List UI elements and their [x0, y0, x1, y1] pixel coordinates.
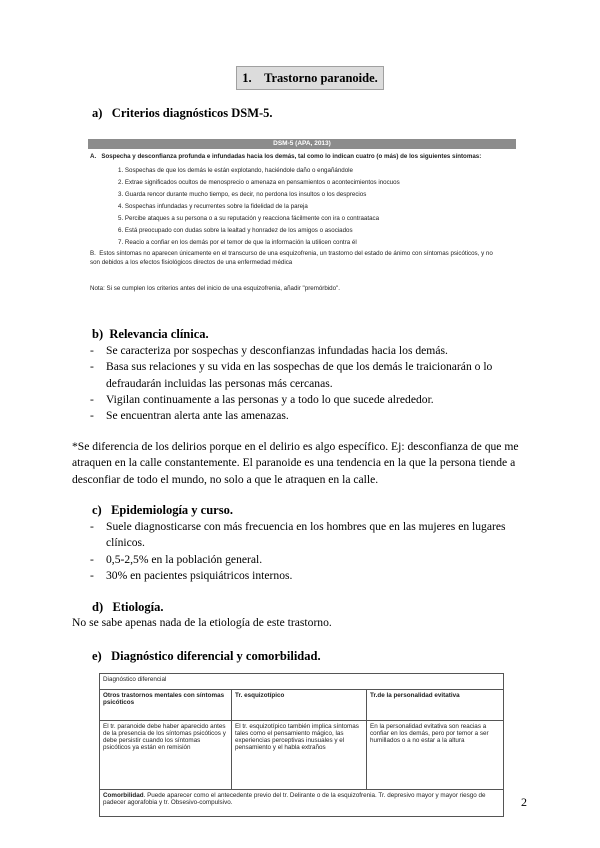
list-item: - Suele diagnosticarse con más frecuencia en los hombres que en las mujeres en lugares clínicos. [88, 519, 524, 552]
criterion-item: 1. Sospechas de que los demás le están explotando, haciéndole daño o engañándole [118, 167, 353, 174]
differential-table [99, 673, 504, 817]
list-item: - Vigilan continuamente a las personas y a todo lo que sucede alrededor. [88, 392, 524, 408]
dsm5-box-title: DSM-5 (APA, 2013) [88, 139, 516, 149]
criteria-heading: a) Criterios diagnósticos DSM-5. [92, 106, 273, 120]
etiology-text: No se sabe apenas nada de la etiología de este trastorno. [72, 616, 332, 629]
criterion-item: 3. Guarda rencor durante mucho tiempo, es decir, no perdona los insultos o los desprecios [118, 191, 367, 198]
dsm5-criteria-box [88, 139, 516, 301]
list-item: - 30% en pacientes psiquiátricos internos. [88, 568, 524, 584]
table-cell: En la personalidad evitativa son reacias a confiar en los demás, pero por temor a ser humillados o a no estar a la altura [367, 721, 504, 790]
criterion-b-continued: son debidos a los efectos fisiológicos directos de una enfermedad médica [90, 259, 293, 266]
section-title: 1. Trastorno paranoide. [236, 66, 384, 90]
table-cell: El tr. esquizotípico también implica síntomas tales como el pensamiento mágico, las experiencias perceptivas inusuales y el pensamiento y el habla extraños [232, 721, 367, 790]
criterion-item: 6. Está preocupado con dudas sobre la lealtad y honradez de los amigos o asociados [118, 227, 353, 234]
list-item: - Basa sus relaciones y su vida en las sospechas de que los demás le traicionarán o lo defraudarán incluidas las personas más cercanas. [88, 359, 524, 392]
relevance-heading: b) Relevancia clínica. [92, 327, 209, 341]
relevance-list [88, 343, 524, 424]
column-header: Tr. esquizotípico [232, 690, 367, 721]
list-item: - 0,5-2,5% en la población general. [88, 552, 524, 568]
list-item: - Se caracteriza por sospechas y desconfianzas infundadas hacia los demás. [88, 343, 524, 359]
comorbidity-text: Puede aparecer como el antecedente previo del tr. Delirante o de la esquizofrenia. Tr. depresivo mayor y mayor riesgo de padecer agorafobia y tr. Obsesivo-compulsivo. [103, 792, 486, 806]
criteria-note: Nota: Si se cumplen los criterios antes del inicio de una esquizofrenia, añadir "premórbido". [90, 285, 340, 292]
column-header: Tr.de la personalidad evitativa [367, 690, 504, 721]
criterion-item: 5. Percibe ataques a su persona o a su reputación y reacciona fácilmente con ira o contraataca [118, 215, 380, 222]
page-number: 2 [521, 795, 527, 809]
table-title-row [100, 674, 504, 690]
delusion-note: *Se diferencia de los delirios porque en el delirio es algo específico. Ej: desconfianza de que me atraquen en la calle constantemente. El paranoide es una tendencia en la que la persona tiende a desconfiar de todo el mundo, no solo a que le atraquen en la calle. [72, 440, 519, 486]
criterion-b: B. Estos síntomas no aparecen únicamente en el transcurso de una esquizofrenia, un trastorno del estado de ánimo con síntomas psicóticos, y no [90, 250, 493, 257]
epidemiology-heading: c) Epidemiología y curso. [92, 503, 233, 517]
comorbidity-cell: Comorbilidad. Puede aparecer como el antecedente previo del tr. Delirante o de la esquizofrenia. Tr. depresivo mayor y mayor riesgo de padecer agorafobia y tr. Obsesivo-compulsivo. [100, 790, 504, 817]
criterion-a: A. Sospecha y desconfianza profunda e infundadas hacia los demás, tal como lo indican cuatro (o más) de los siguientes síntomas: [90, 153, 482, 160]
table-header-row [100, 690, 504, 721]
table-cell: El tr. paranoide debe haber aparecido antes de la presencia de los síntomas psicóticos y debe persistir cuando los síntomas psicóticos ya están en remisión [100, 721, 232, 790]
comorbidity-label: Comorbilidad [103, 792, 144, 799]
list-item: - Se encuentran alerta ante las amenazas. [88, 408, 524, 424]
differential-heading: e) Diagnóstico diferencial y comorbilidad. [92, 649, 321, 663]
table-title: Diagnóstico diferencial [100, 674, 504, 690]
etiology-heading: d) Etiología. [92, 600, 164, 614]
criterion-item: 7. Reacio a confiar en los demás por el temor de que la información la utilicen contra él [118, 239, 357, 246]
table-row [100, 721, 504, 790]
epidemiology-list [88, 519, 524, 584]
comorbidity-row [100, 790, 504, 817]
criterion-item: 4. Sospechas infundadas y recurrentes sobre la fidelidad de la pareja [118, 203, 308, 210]
column-header: Otros trastornos mentales con síntomas psicóticos [100, 690, 232, 721]
criterion-item: 2. Extrae significados ocultos de menosprecio o amenaza en pensamientos o acontecimientos inocuos [118, 179, 400, 186]
